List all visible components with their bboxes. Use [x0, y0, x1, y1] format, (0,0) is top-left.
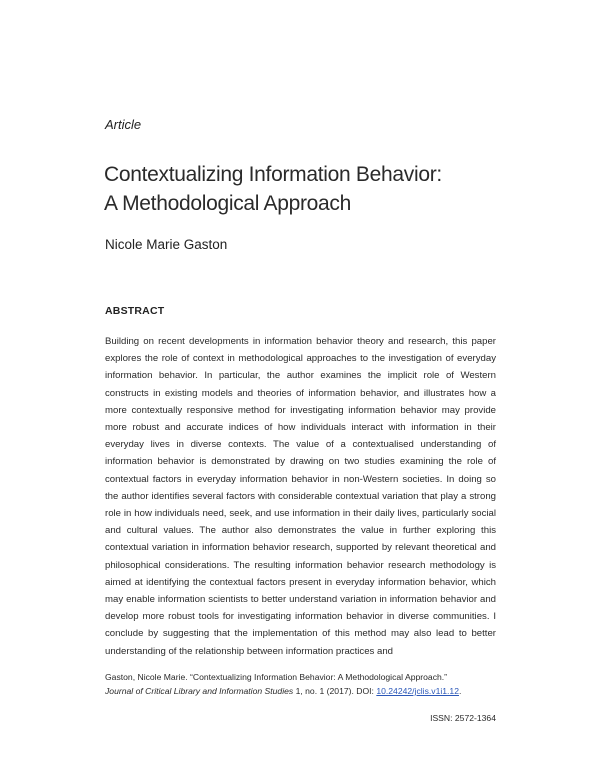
- doi-link[interactable]: 10.24242/jclis.v1i1.12: [376, 686, 459, 696]
- citation-block: [105, 670, 505, 698]
- article-type-label: Article: [105, 117, 142, 132]
- abstract-text: Building on recent developments in information behavior theory and research, this paper explores the role of context in methodological approaches to the investigation of everyday information behavior. In particular, the author examines the implicit role of Western constructs in existing models and theories of information behavior, and illustrates how a more contextually responsive method for investigating information behavior may provide more robust and accurate indices of how individuals interact with information in their everyday lives in diverse contexts. The value of a contextualised understanding of information behavior is demonstrated by drawing on two studies examining the role of contextual factors in everyday information behavior in non-Western societies. In doing so the author identifies several factors with considerable contextual variation that play a strong role in how individuals need, seek, and use information in their daily lives, particularly social and cultural values. The author also demonstrates the value in further exploring this contextual variation in information behavior research, supported by relevant theoretical and philosophical considerations. The resulting information behavior research methodology is aimed at identifying the contextual factors present in everyday information behavior, which may enable information scientists to better understand variation in information behavior and develop more robust tools for investigating information behavior in diverse communities. I conclude by suggesting that the implementation of this method may also lead to better understanding of the relationship between information practices and: [105, 336, 496, 657]
- citation-line-2: [105, 684, 505, 698]
- paper-title-line-1: Contextualizing Information Behavior:: [104, 163, 442, 186]
- paper-title-line-2: A Methodological Approach: [104, 192, 352, 215]
- citation-period: .: [458, 686, 462, 696]
- volume-issue: 1, no. 1 (2017). DOI:: [293, 686, 377, 696]
- paper-title: [104, 160, 524, 218]
- abstract-heading: ABSTRACT: [105, 305, 165, 317]
- issn-number: ISSN: 2572-1364: [430, 713, 496, 723]
- journal-name: Journal of Critical Library and Information Studies: [105, 686, 294, 696]
- citation-line-1: Gaston, Nicole Marie. “Contextualizing Information Behavior: A Methodological Approach.”: [105, 672, 448, 682]
- author-name: Nicole Marie Gaston: [105, 237, 228, 252]
